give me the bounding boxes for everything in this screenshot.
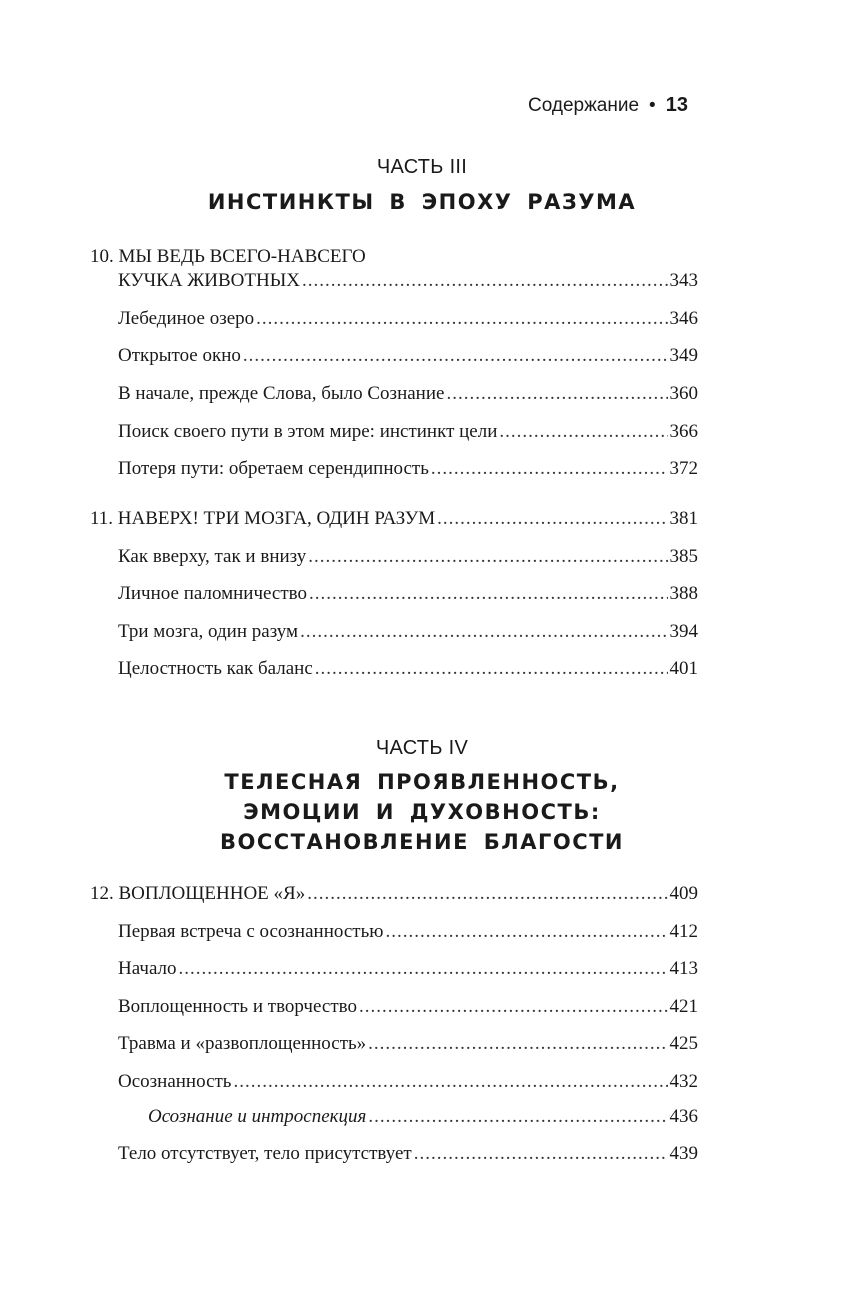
running-head-section: Содержание: [528, 95, 640, 116]
toc-entry[interactable]: [118, 421, 698, 449]
dot-leader: [307, 883, 667, 905]
toc-entry-page: 372: [669, 458, 698, 479]
toc-entry-title: Тело отсутствует, тело присутствует: [118, 1143, 412, 1164]
toc-entry-title: Три мозга, один разум: [118, 621, 299, 642]
dot-leader: [243, 345, 668, 367]
toc-entry-title: Как вверху, так и внизу: [118, 546, 307, 567]
toc-entry-title: КУЧКА ЖИВОТНЫХ: [118, 270, 300, 291]
dot-leader: [385, 921, 667, 943]
toc-entry[interactable]: [118, 1033, 698, 1061]
toc-entry[interactable]: [118, 1143, 698, 1171]
toc-entry-page: 346: [669, 308, 698, 329]
toc-entry-title: Воплощенность и творчество: [118, 996, 357, 1017]
toc-entry-title: Начало: [118, 958, 177, 979]
toc-entry-title: Осознанность: [118, 1071, 232, 1092]
toc-entry-page: 425: [669, 1033, 698, 1054]
dot-leader: [179, 958, 668, 980]
running-head-separator: •: [649, 95, 656, 116]
dot-leader: [309, 583, 668, 605]
toc-entry-page: 349: [669, 345, 698, 366]
toc-entry-page: 360: [669, 383, 698, 404]
toc-entry[interactable]: [118, 658, 698, 686]
toc-entry-page: 343: [669, 270, 698, 291]
dot-leader: [302, 270, 668, 292]
toc-entry-title: В начале, прежде Слова, было Сознание: [118, 383, 445, 404]
toc-entry-page: 413: [669, 958, 698, 979]
toc-entry-page: 381: [669, 508, 698, 529]
toc-entry[interactable]: [118, 308, 698, 336]
dot-leader: [359, 996, 668, 1018]
toc-entry-page: 409: [669, 883, 698, 904]
dot-leader: [368, 1033, 667, 1055]
toc-entry-title: Потеря пути: обретаем серендипность: [118, 458, 429, 479]
toc-entry-title: Первая встреча с осознанностью: [118, 921, 384, 942]
toc-entry[interactable]: [118, 383, 698, 411]
toc-entry[interactable]: [118, 958, 698, 986]
toc-entry-title: Осознание и интроспекция: [148, 1106, 367, 1127]
toc-entry[interactable]: [118, 546, 698, 574]
toc-entry-page: 421: [669, 996, 698, 1017]
toc-entry-subsection[interactable]: [148, 1106, 698, 1134]
part3-title: ИНСТИНКТЫ В ЭПОХУ РАЗУМА: [207, 190, 637, 214]
chapter10-heading-line1: 10. МЫ ВЕДЬ ВСЕГО-НАВСЕГО: [90, 246, 366, 267]
toc-entry-title: Лебединое озеро: [118, 308, 255, 329]
toc-entry[interactable]: [118, 1071, 698, 1099]
running-head: [528, 94, 698, 120]
part4-title-line3: ВОССТАНОВЛЕНИЕ БЛАГОСТИ: [219, 830, 625, 854]
dot-leader: [446, 383, 667, 405]
toc-entry-title: Открытое окно: [118, 345, 241, 366]
dot-leader: [437, 508, 667, 530]
toc-entry-chapter12[interactable]: [90, 883, 698, 911]
part4-title-line2: ЭМОЦИИ И ДУХОВНОСТЬ:: [243, 800, 601, 824]
toc-entry-page: 394: [669, 621, 698, 642]
toc-entry-page: 366: [669, 421, 698, 442]
toc-entry[interactable]: [118, 921, 698, 949]
dot-leader: [308, 546, 667, 568]
toc-entry-chapter10[interactable]: [118, 270, 698, 298]
toc-entry-page: 432: [669, 1071, 698, 1092]
part4-label: ЧАСТЬ IV: [375, 737, 469, 759]
dot-leader: [233, 1071, 667, 1093]
dot-leader: [256, 308, 667, 330]
dot-leader: [368, 1106, 667, 1128]
toc-entry-title: Целостность как баланс: [118, 658, 313, 679]
toc-entry-page: 385: [669, 546, 698, 567]
toc-entry[interactable]: [118, 458, 698, 486]
toc-entry-page: 401: [669, 658, 698, 679]
toc-entry[interactable]: [118, 996, 698, 1024]
dot-leader: [315, 658, 668, 680]
toc-entry-page: 439: [669, 1143, 698, 1164]
dot-leader: [499, 421, 667, 443]
toc-entry-chapter11[interactable]: [90, 508, 698, 536]
toc-entry-title: Поиск своего пути в этом мире: инстинкт цели: [118, 421, 498, 442]
part3-label: ЧАСТЬ III: [376, 156, 468, 178]
toc-entry-title: Личное паломничество: [118, 583, 307, 604]
toc-entry-title: 12. ВОПЛОЩЕННОЕ «Я»: [90, 883, 306, 904]
dot-leader: [300, 621, 667, 643]
toc-entry-page: 436: [669, 1106, 698, 1127]
running-head-page-number: 13: [665, 94, 688, 116]
toc-entry[interactable]: [118, 345, 698, 373]
dot-leader: [431, 458, 668, 480]
toc-entry-page: 412: [669, 921, 698, 942]
toc-entry[interactable]: [118, 621, 698, 649]
dot-leader: [414, 1143, 668, 1165]
toc-entry-title: 11. НАВЕРХ! ТРИ МОЗГА, ОДИН РАЗУМ: [90, 508, 436, 529]
part4-title-line1: ТЕЛЕСНАЯ ПРОЯВЛЕННОСТЬ,: [224, 770, 620, 794]
toc-entry[interactable]: [118, 583, 698, 611]
toc-entry-title: Травма и «развоплощенность»: [118, 1033, 367, 1054]
toc-entry-page: 388: [669, 583, 698, 604]
